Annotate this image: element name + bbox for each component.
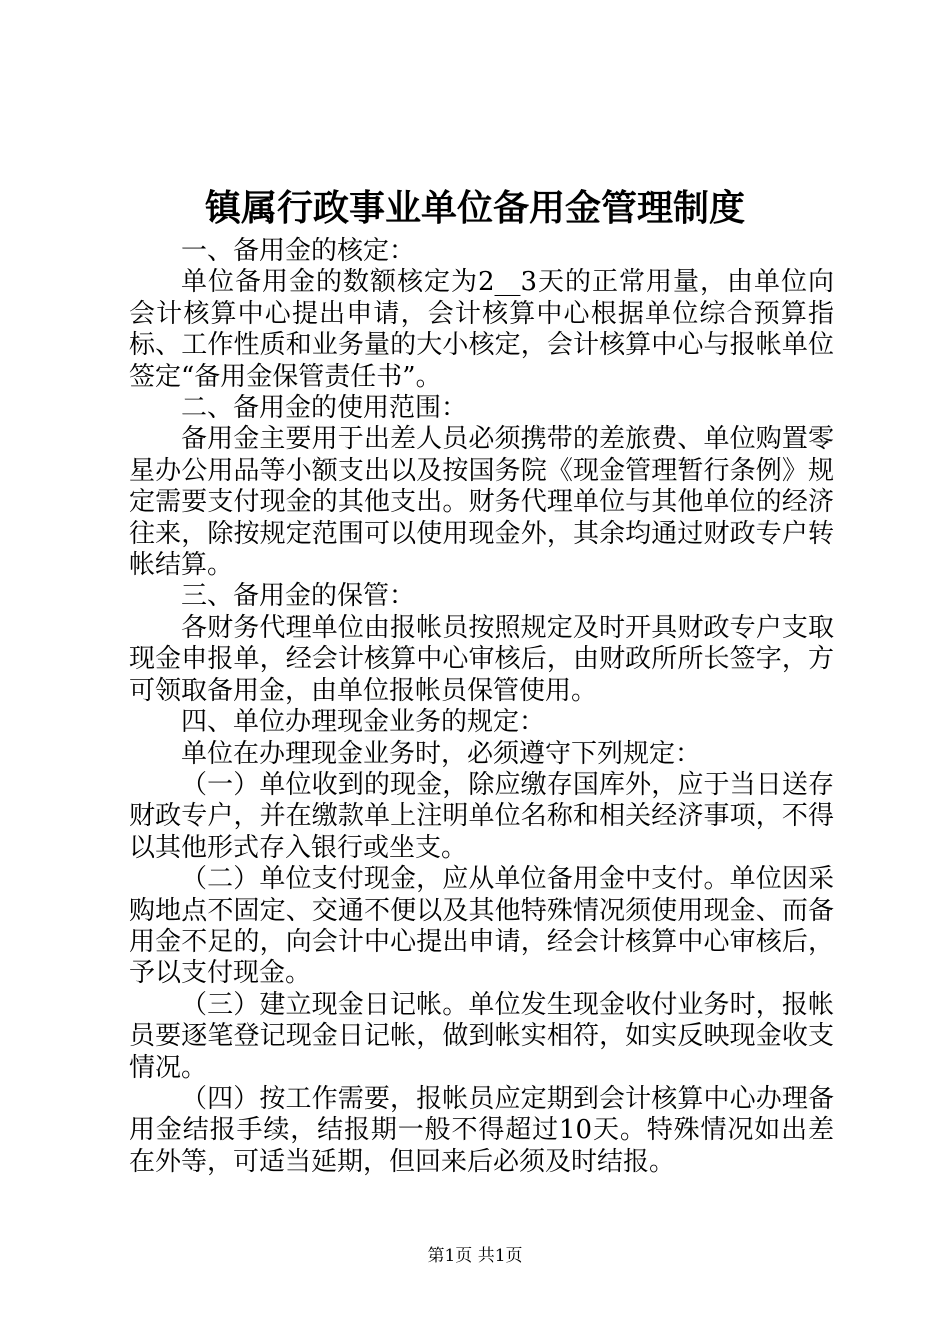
paragraph-2: 备用金主要用于出差人员必须携带的差旅费、单位购置零星办公用品等小额支出以及按国务院《现金管理暂行条例》规定需要支付现金的其他支出。财务代理单位与其他单位的经济往来，除按规定范围可以使用现金外，其余均通过财政专户转帐结算。	[129, 424, 834, 581]
page-number-footer: 第1页 共1页	[427, 1246, 523, 1266]
rule-item-4: （四）按工作需要，报帐员应定期到会计核算中心办理备用金结报手续，结报期一般不得超过10天。特殊情况如出差在外等，可适当延期，但回来后必须及时结报。	[129, 1083, 834, 1177]
section-heading-2: 二、备用金的使用范围：	[181, 393, 468, 424]
rule-item-3: （三）建立现金日记帐。单位发生现金收付业务时，报帐员要逐笔登记现金日记帐，做到帐实相符，如实反映现金收支情况。	[129, 989, 834, 1083]
rule-item-2: （二）单位支付现金，应从单位备用金中支付。单位因采购地点不固定、交通不便以及其他特殊情况须使用现金、而备用金不足的，向会计中心提出申请，经会计核算中心审核后，予以支付现金。	[129, 864, 834, 989]
paragraph-3: 各财务代理单位由报帐员按照规定及时开具财政专户支取现金申报单，经会计核算中心审核后，由财政所所长签字，方可领取备用金，由单位报帐员保管使用。	[129, 612, 834, 706]
paragraph-1: 单位备用金的数额核定为2__3天的正常用量，由单位向会计核算中心提出申请，会计核算中心根据单位综合预算指标、工作性质和业务量的大小核定，会计核算中心与报帐单位签定“备用金保管责任书”。	[129, 267, 834, 392]
document-title: 镇属行政事业单位备用金管理制度	[204, 187, 745, 229]
section-heading-4: 四、单位办理现金业务的规定：	[181, 707, 546, 738]
rule-item-1: （一）单位收到的现金，除应缴存国库外，应于当日送存财政专户，并在缴款单上注明单位名称和相关经济事项，不得以其他形式存入银行或坐支。	[129, 769, 834, 863]
paragraph-4: 单位在办理现金业务时，必须遵守下列规定：	[181, 738, 702, 769]
section-heading-3: 三、备用金的保管：	[181, 581, 416, 612]
section-heading-1: 一、备用金的核定：	[181, 236, 416, 266]
document-body	[129, 236, 834, 1178]
